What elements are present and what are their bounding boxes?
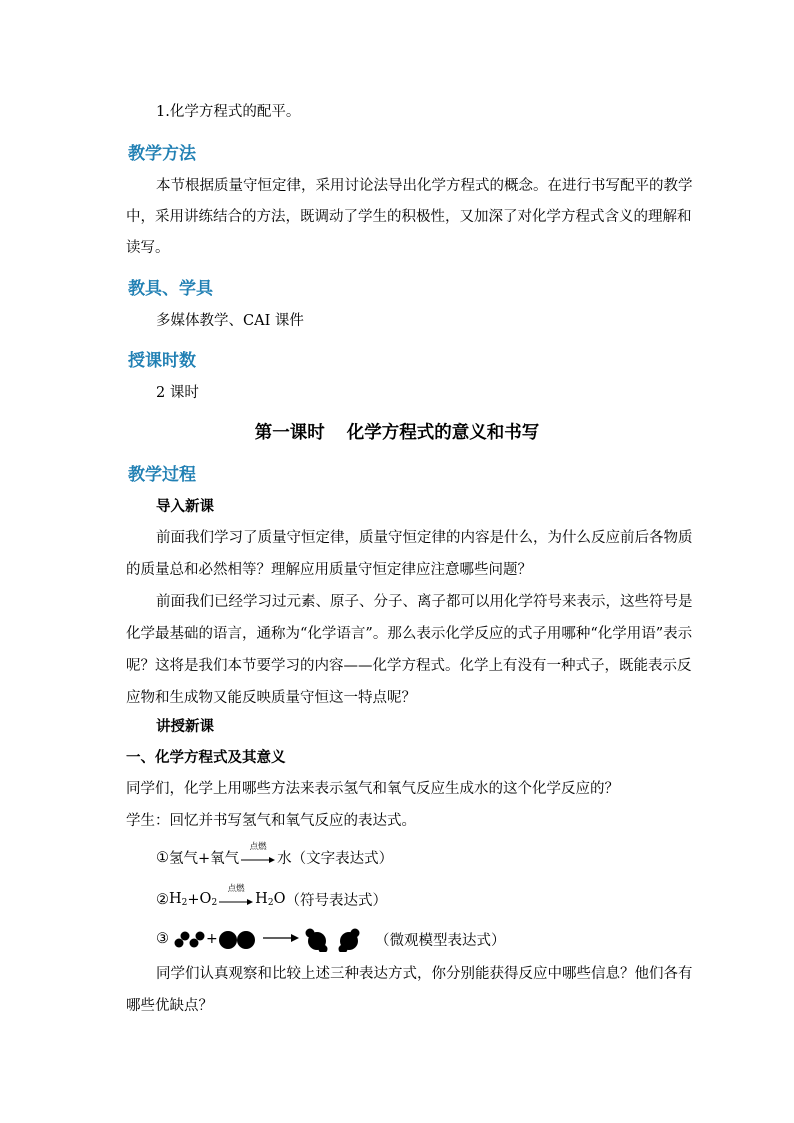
lesson-title-part2: 化学方程式的意义和书写 — [346, 423, 540, 443]
model-equation — [156, 926, 506, 952]
eq2-hydrogen: $H_2$ — [169, 891, 188, 908]
tools-text: 多媒体教学、CAI 课件 — [156, 313, 304, 329]
hours-text: 2 课时 — [156, 385, 199, 401]
eq2-condition: 点燃 — [227, 883, 245, 894]
method-line-3: 读写。 — [126, 240, 170, 256]
eq1-arrow — [241, 841, 275, 867]
right-arrow-icon — [263, 934, 299, 942]
hydrogen-molecule-icon — [175, 932, 190, 948]
closing-line-2: 哪些优缺点？ — [126, 998, 213, 1014]
eq2-note: （符号表达式） — [285, 893, 387, 909]
para2-line-2: 化学最基础的语言，通称为“化学语言”。那么表示化学反应的式子用哪种“化学用语”表示 — [126, 626, 693, 642]
new-lesson-label: 讲授新课 — [156, 718, 214, 735]
intro-item: 1.化学方程式的配平。 — [156, 104, 301, 120]
para1-line-2: 的质量总和必然相等？理解应用质量守恒定律应注意哪些问题？ — [126, 562, 532, 578]
method-line-1: 本节根据质量守恒定律，采用讨论法导出化学方程式的概念。在进行书写配平的教学 — [156, 178, 693, 194]
heading-teaching-process: 教学过程 — [128, 465, 196, 485]
method-line-2: 中，采用讲练结合的方法，既调动了学生的积极性，又加深了对化学方程式含义的理解和 — [126, 209, 692, 225]
para2-line-4: 应物和生成物又能反映质量守恒这一特点呢？ — [126, 690, 416, 706]
eq3-number: ③ — [156, 931, 169, 947]
question-text: 同学们，化学上用哪些方法来表示氢气和氧气反应生成水的这个化学反应的？ — [126, 781, 619, 797]
heading-teaching-method: 教学方法 — [128, 144, 196, 164]
eq2-oxygen: $O_2$ — [199, 891, 218, 908]
molecular-model-diagram — [173, 926, 373, 952]
lesson-title-part1: 第一课时 — [254, 423, 325, 443]
eq1-condition: 点燃 — [249, 841, 267, 852]
eq3-note: （微观模型表达式） — [375, 932, 506, 949]
eq2-arrow — [219, 883, 253, 909]
closing-line-1: 同学们认真观察和比较上述三种表达方式，你分别能获得反应中哪些信息？他们各有 — [156, 966, 693, 982]
intro-new-lesson-label: 导入新课 — [156, 498, 214, 515]
eq1-number: ① — [156, 849, 169, 866]
eq1-product: 水 — [277, 851, 292, 867]
water-molecule-icon — [339, 929, 360, 953]
eq2-plus: + — [187, 891, 200, 908]
eq2-number: ② — [156, 891, 169, 908]
para2-line-1: 前面我们已经学习过元素、原子、分子、离子都可以用化学符号来表示，这些符号是 — [156, 594, 693, 610]
right-arrow-icon — [241, 856, 275, 864]
student-text: 学生：回忆并书写氢气和氧气反应的表达式。 — [126, 813, 416, 829]
eq1-note: （文字表达式） — [291, 851, 394, 867]
lesson-title — [0, 419, 794, 444]
subheading-equation-meaning: 一、化学方程式及其意义 — [126, 749, 286, 766]
eq2-water: $H_2O$ — [255, 891, 286, 908]
oxygen-molecule-icon — [219, 931, 255, 949]
right-arrow-icon — [219, 898, 253, 906]
word-equation — [156, 841, 394, 868]
symbol-equation — [156, 883, 387, 910]
water-molecule-icon — [306, 929, 328, 953]
heading-class-hours: 授课时数 — [128, 351, 196, 371]
para1-line-1: 前面我们学习了质量守恒定律，质量守恒定律的内容是什么，为什么反应前后各物质 — [156, 530, 693, 546]
eq3-plus: + — [206, 931, 218, 947]
heading-teaching-tools: 教具、学具 — [128, 279, 213, 299]
hydrogen-molecule-icon — [190, 932, 205, 948]
eq1-reactants: 氢气+氧气 — [169, 851, 240, 867]
para2-line-3: 呢？这将是我们本节要学习的内容——化学方程式。化学上有没有一种式子，既能表示反 — [126, 658, 692, 674]
